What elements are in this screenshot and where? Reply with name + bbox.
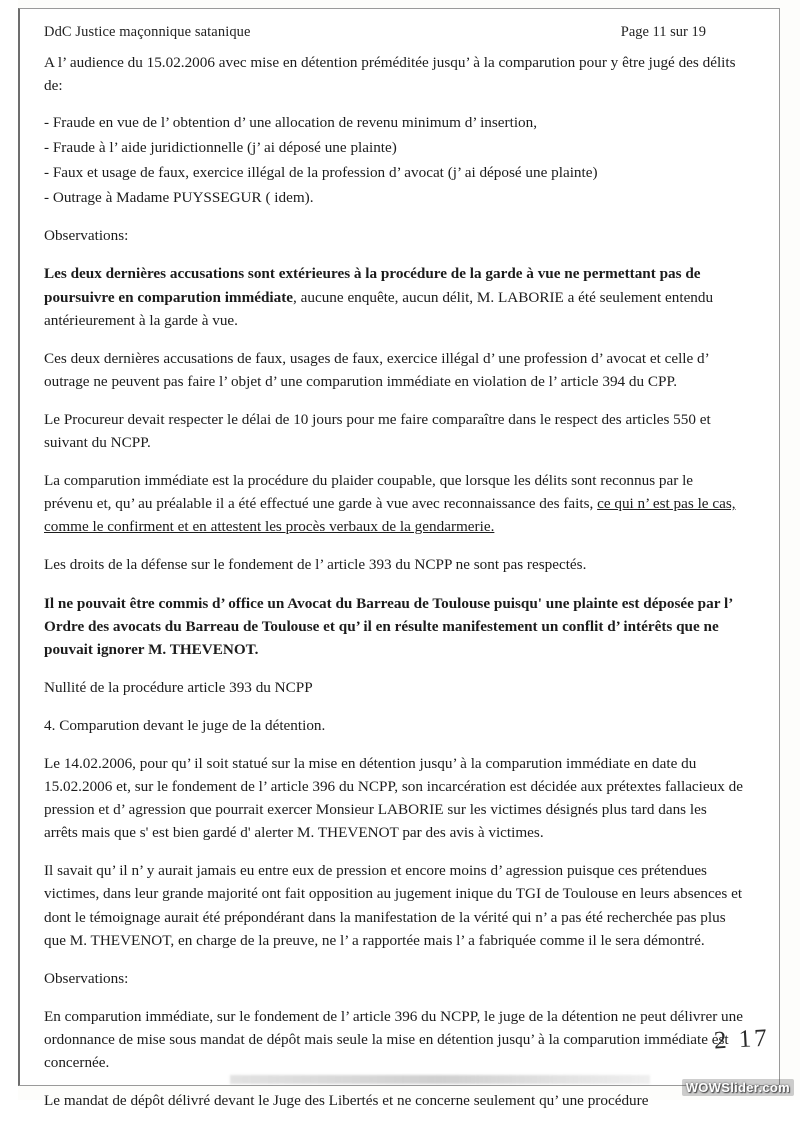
list-item: - Fraude en vue de l’ obtention d’ une allocation de revenu minimum d’ insertion,: [44, 114, 538, 132]
scan-artifact: [230, 1075, 650, 1084]
list-item: - Fraude à l’ aide juridictionnelle (j’ ai déposé une plainte): [44, 138, 397, 156]
list-item: - Outrage à Madame PUYSSEGUR ( idem).: [44, 188, 314, 206]
paragraph-2: Ces deux dernières accusations de faux, usages de faux, exercice illégal d’ une profession d’ avocat et celle d’ outrage ne peuvent pas faire l’ objet d’ une comparution immédiate en violation de l’ article 394 du CPP.: [44, 349, 709, 390]
paragraph-6: Nullité de la procédure article 393 du NCPP: [44, 678, 313, 696]
page-number-label: Page 11 sur 19: [620, 24, 706, 40]
document-content: [44, 14, 744, 1127]
intro-paragraph: A l’ audience du 15.02.2006 avec mise en détention préméditée jusqu’ à la comparution pour y être jugé des délits de:: [44, 54, 736, 95]
bold-paragraph-1: [44, 262, 744, 331]
document-body: [44, 51, 744, 1112]
paragraph-9: En comparution immédiate, sur le fondement de l’ article 396 du NCPP, le juge de la détention ne peut délivrer une ordonnance de mise sous mandat de dépôt mais seule la mise en détention jusqu’ à la comparution immédiate est concernée.: [44, 1007, 743, 1071]
underlined-run: ce qui n’ est pas le cas, comme le confirment et en attestent les procès verbaux de la gendarmerie.: [44, 495, 736, 536]
plain-run: , aucune enquête, aucun délit, M. LABORIE a été seulement entendu antérieurement à la garde à vue.: [44, 288, 714, 329]
handwritten-page-number: 2 17: [713, 1024, 771, 1055]
observations-label-2: Observations:: [44, 969, 129, 987]
paragraph-4: [44, 469, 744, 538]
paragraph-10: Le mandat de dépôt délivré devant le Juge des Libertés et ne concerne seulement qu’ une procédure: [44, 1092, 649, 1110]
bold-paragraph-2: Il ne pouvait être commis d’ office un Avocat du Barreau de Toulouse puisqu' une plainte est déposée par l’ Ordre des avocats du Barreau de Toulouse et qu’ il en résulte manifestement un conflit d’ intérêts que ne pouvait ignorer M. THEVENOT.: [44, 594, 733, 658]
page-left-margin: [0, 0, 18, 1100]
charges-list: [44, 112, 744, 209]
list-item: - Faux et usage de faux, exercice illégal de la profession d’ avocat (j’ ai déposé une plainte): [44, 163, 598, 181]
bold-run: Les deux dernières accusations sont extérieures à la procédure de la garde à vue ne permettant pas de poursuivre en comparution immédiate: [44, 265, 701, 306]
page-header: [44, 14, 744, 41]
paragraph-5: Les droits de la défense sur le fondement de l’ article 393 du NCPP ne sont pas respectés.: [44, 556, 587, 574]
plain-run: La comparution immédiate est la procédure du plaider coupable, que lorsque les délits sont reconnus par le prévenu et, qu’ au préalable il a été effectué une garde à vue avec reconnaissance des faits,: [44, 472, 694, 513]
paragraph-8: Il savait qu’ il n’ y aurait jamais eu entre eux de pression et encore moins d’ agression puisque ces prétendues victimes, dans leur grande majorité ont fait opposition au jugement inique du TGI de Toulouse en leurs absences et dont le témoignage aurait été prépondérant dans la manifestation de la vérité qui n’ a pas été recherchée pas plus que M. THEVENOT, en charge de la preuve, ne l’ a rapportée mais l’ a fabriquée comme il le sera démontré.: [44, 862, 743, 949]
paragraph-3: Le Procureur devait respecter le délai de 10 jours pour me faire comparaître dans le respect des articles 550 et suivant du NCPP.: [44, 410, 711, 452]
observations-label-1: Observations:: [44, 227, 129, 245]
document-title: DdC Justice maçonnique satanique: [44, 24, 251, 40]
paragraph-7: Le 14.02.2006, pour qu’ il soit statué sur la mise en détention jusqu’ à la comparution immédiate en date du 15.02.2006 et, sur le fondement de l’ article 396 du NCPP, son incarcération est décidée aux prétextes fallacieux de pression et d’ agression que pourrait exercer Monsieur LABORIE sur les victimes désignés plus tard dans les arrêts mais que s' est bien gardé d' alerter M. THEVENOT par des avis à victimes.: [44, 754, 743, 842]
watermark-label: WOWSlider.com: [682, 1079, 794, 1096]
section-4-heading: 4. Comparution devant le juge de la détention.: [44, 716, 326, 734]
